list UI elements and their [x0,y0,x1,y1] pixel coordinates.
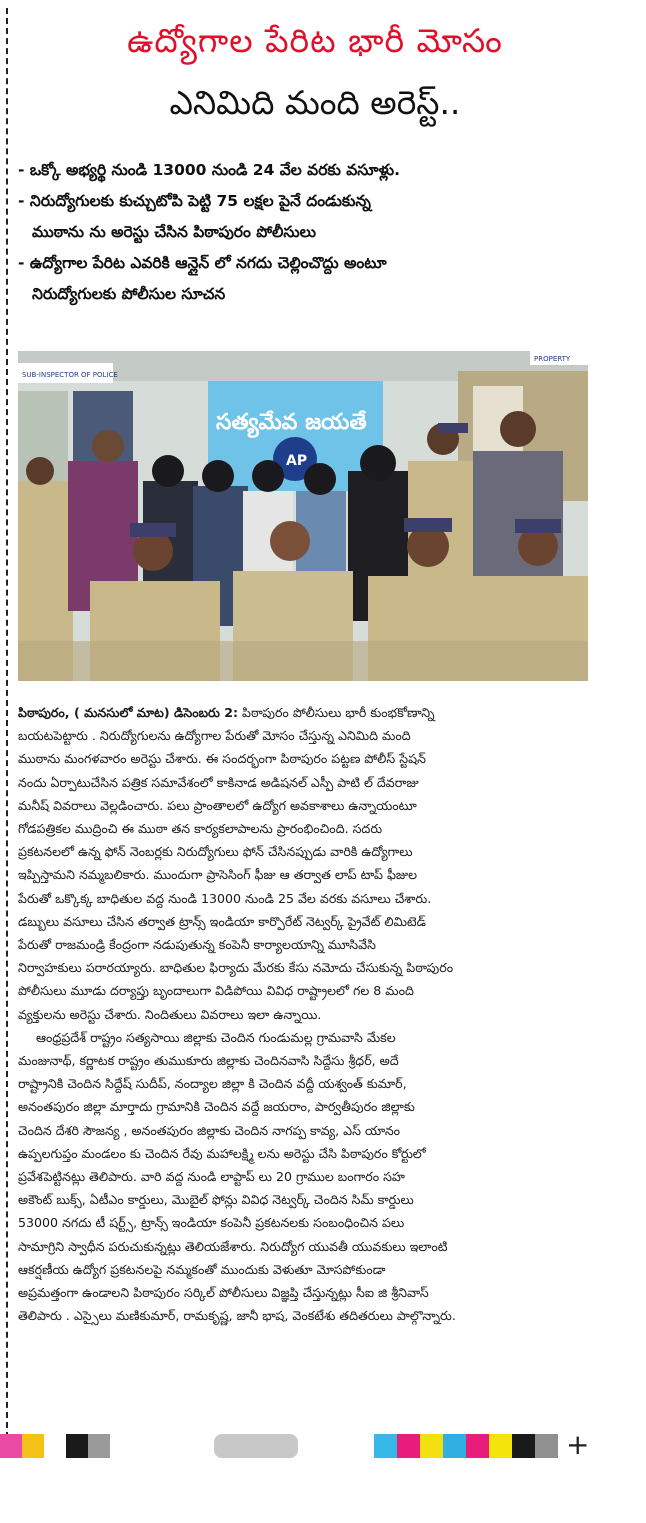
dateline: పిఠాపురం, ( మనసులో మాట) డిసెంబరు 2: [18,705,239,720]
article-line: ఉప్పలగుప్తం మండలం కు చెందిన రేవు మహాలక్ష్మి లను అరెస్టు చేసి పిఠాపురం కోర్టులో [18,1145,426,1161]
press-meet-photo [18,351,588,681]
article-line: గోడపత్రికల ముద్రించి ఈ ముఠా తన కార్యకలాపాలను ప్రారంభించింది. సదరు [18,821,383,837]
color-swatch [88,1434,110,1458]
sign-text: SUB-INSPECTOR OF POLICE [22,371,118,379]
color-bar-right [374,1434,560,1458]
bullet-line: నిరుద్యోగులకు పోలీసుల సూచన [32,285,226,303]
article-line: పేరుతో ఒక్కొక్క బాధితుల వద్ద నుండి 13000 నుండి 25 వేల వరకు వసూలు చేశారు. [18,890,432,906]
article-text: పిఠాపురం పోలీసులు భారీ కుంభకోణాన్ని [238,705,435,720]
color-swatch [44,1434,66,1458]
color-swatch [443,1434,466,1458]
article-line: మనీష్ వివరాలు వెల్లడించారు. పలు ప్రాంతాలలో ఉద్యోగ అవకాశాలు ఉన్నాయంటూ [18,797,417,813]
registration-plus-mark: + [566,1428,590,1461]
bullet-line: ముఠాను ను అరెస్టు చేసిన పిఠాపురం పోలీసులు [32,223,316,241]
article-line: ప్రవేశపెట్టినట్లు తెలిపారు. వారి వద్ద నుండి లాప్టాప్ లు 20 గ్రాముల బంగారం సహ [18,1169,405,1185]
color-swatch [466,1434,489,1458]
dashed-margin-rule [6,8,8,1438]
color-swatch [374,1434,397,1458]
article-line: నిర్వాహకులు పరారయ్యారు. బాధితుల ఫిర్యాదు మేరకు కేసు నమోదు చేసుకున్న పిఠాపురం [18,960,454,976]
article-line: అప్రమత్తంగా ఉండాలని పిఠాపురం సర్కిల్ పోలీసులు విజ్ఞప్తి చేస్తున్నట్లు సీఐ జి శ్రీనివాస్ [18,1285,429,1301]
article-line: నందు ఏర్పాటుచేసిన పత్రిక సమావేశంలో కాకినాడ అడిషనల్ ఎస్పీ పాటి ల్ దేవరాజు [18,774,419,790]
article-line: ముఠాను మంగళవారం అరెస్టు చేశారు. ఈ సందర్భంగా పిఠాపురం పట్టణ పోలీస్ స్టేషన్ [18,751,426,767]
color-swatch [420,1434,443,1458]
article-line [18,701,590,724]
article-line: మంజునాథ్, కర్ణాటక రాష్ట్రం తుముకూరు జిల్లాకు చెందినవాసి సిద్దేసు శ్రీధర్, అదే [18,1053,399,1069]
article-line: 53000 నగదు టీ షర్ట్స్, ట్రాన్స్ ఇండియా కంపెనీ ప్రకటనలకు సంబంధించిన పలు [18,1215,405,1231]
bullet-line: - ఒక్కో అభ్యర్థి నుండి 13000 నుండి 24 వేల వరకు వసూళ్లు. [18,161,400,179]
color-swatch [0,1434,22,1458]
article-line: తెలిపారు . ఎస్సైలు మణికుమార్, రామకృష్ణ, జానీ భాష, వెంకటేశు తదితరులు పాల్గొన్నారు. [18,1308,456,1324]
color-swatch [489,1434,512,1458]
property-text: PROPERTY [534,355,571,363]
highlight-bullets [18,155,603,310]
article-line: అకౌంట్ బుక్స్, ఏటీఎం కార్డులు, మొబైల్ ఫోన్లు వివిధ నెట్వర్క్ చెందిన సిమ్ కార్డులు [18,1192,414,1208]
article-line: బయటపెట్టారు . నిరుద్యోగులను ఉద్యోగాల పేరుతో మోసం చేస్తున్న ఎనిమిది మంది [18,728,411,744]
headline: ఉద్యోగాల పేరిట భారీ మోసం [127,21,503,60]
color-swatch [66,1434,88,1458]
color-swatch [535,1434,558,1458]
article-line: చెందిన దేశరి సౌజన్య , అనంతపురం జిల్లాకు చెందిన నాగప్ప కావ్య, ఎస్ యానం [18,1122,401,1138]
article-body [18,701,590,1327]
banner-text: సత్యమేవ జయతే [216,410,367,435]
article-line: రాష్ట్రానికి చెందిన సిద్దేష్ సుదీప్, నంద్యాల జిల్లా కి చెందిన వద్దీ యశ్వంత్ కుమార్, [18,1076,407,1092]
article-line: సామాగ్రిని స్వాధీన పరుచుకున్నట్లు తెలియజేశారు. నిరుద్యోగ యువతీ యువకులు ఇలాంటి [18,1238,448,1254]
subheadline: ఎనిమిది మంది అరెస్ట్.. [169,83,461,122]
article-line: ఆంధ్రప్రదేశ్ రాష్ట్రం సత్యసాయి జిల్లాకు చెందిన గుండుమల్ల గ్రామవాసి మేకల [36,1029,396,1045]
article-line: ఆకర్షణీయ ఉద్యోగ ప్రకటనలపై నమ్మకంతో ముందుకు వెళుతూ మోసపోకుండా [18,1261,386,1277]
article-line: వ్యక్తులను అరెస్టు చేశారు. నిందితులు వివరాలు ఇలా ఉన్నాయి. [18,1006,322,1022]
photo-illustration [18,351,588,681]
article-line: డబ్బులు వసూలు చేసిన తర్వాత ట్రాన్స్ ఇండియా కార్పొరేట్ నెట్వర్క్ ప్రైవేట్ లిమిటెడ్ [18,913,426,929]
bullet-line: - నిరుద్యోగులకు కుచ్చుటోపి పెట్టి 75 లక్షల పైనే దండుకున్న [18,192,371,210]
article-line: పేరుతో రాజమండ్రి కేంద్రంగా నడుపుతున్న కంపెనీ కార్యాలయాన్ని మూసివేసి [18,937,376,953]
article-line: పోలీసులు మూడు దర్యాప్తు బృందాలుగా విడిపోయి వివిధ రాష్ట్రాలలో గల 8 మంది [18,983,414,999]
gray-swatch [214,1434,298,1458]
article-line: ఇప్పిస్తామని నమ్మబలికారు. ముందుగా ప్రాసెసింగ్ ఫీజు ఆ తర్వాత లాప్ టాప్ ఫీజుల [18,867,418,883]
color-swatch [397,1434,420,1458]
bullet-line: - ఉద్యోగాల పేరిట ఎవరికి ఆన్లైన్ లో నగదు చెల్లించొద్దు అంటూ [18,254,387,272]
emblem-text: AP [286,453,308,469]
article-line: అనంతపురం జిల్లా మార్తాదు గ్రామానికి చెందిన వద్దే జయరాం, పార్వతీపురం జిల్లాకు [18,1099,415,1115]
color-swatch [512,1434,535,1458]
color-bar-left [0,1434,110,1458]
color-swatch [22,1434,44,1458]
color-bar-middle [214,1434,298,1458]
article-line: ప్రకటనలలో ఉన్న ఫోన్ నెంబర్లకు నిరుద్యోగులు ఫోన్ చేసినప్పుడు వారికి ఉద్యోగాలు [18,844,413,860]
